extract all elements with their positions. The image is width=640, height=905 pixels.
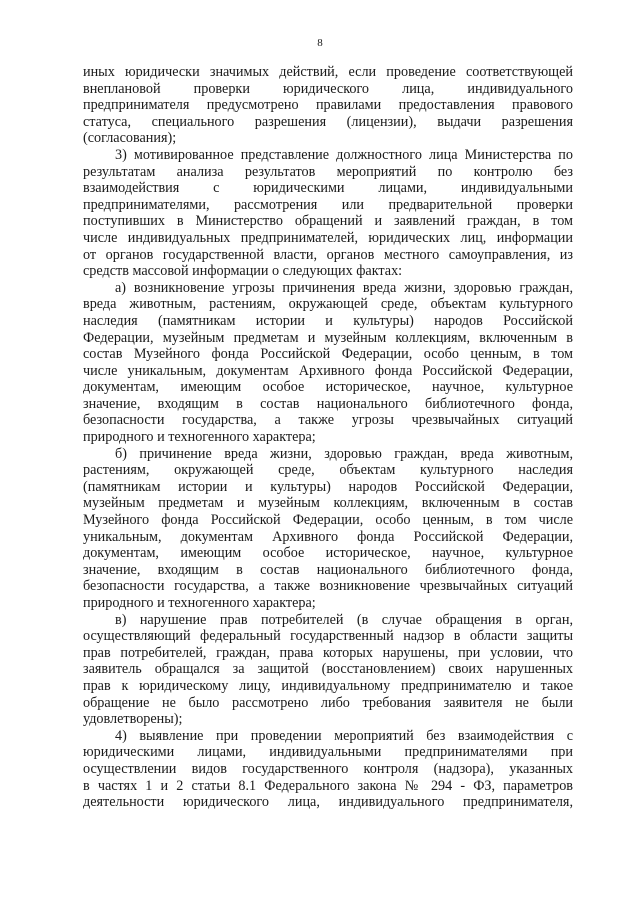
text-line: документам, имеющим особое историческое, научное, культурное: [83, 379, 573, 396]
text-line: числе индивидуальных предпринимателей, юридических лиц, информации: [83, 229, 573, 246]
paragraph-item-3: [83, 147, 573, 280]
text-line: осуществлении видов государственного контроля (надзора), указанных: [83, 760, 573, 777]
text-line: результатам анализа результатов мероприятий по контролю без: [83, 163, 573, 180]
text-line: прав к юридическому лицу, индивидуальному предпринимателю и такое: [83, 677, 573, 694]
page-number: 8: [317, 37, 323, 49]
text-line: музейным предметам и музейным коллекциям, включенным в состав: [83, 495, 573, 512]
text-line: значение, входящим в состав национального библиотечного фонда,: [83, 395, 573, 412]
text-line: обращение не было рассмотрено либо требования заявителя не были: [83, 694, 573, 711]
text-line: удовлетворены);: [83, 711, 183, 728]
text-line: природного и техногенного характера;: [83, 595, 316, 611]
text-line: статуса, специального разрешения (лицензии), выдачи разрешения: [83, 113, 573, 130]
text-line: внеплановой проверки юридического лица, индивидуального: [83, 80, 573, 97]
text-line: 4) выявление при проведении мероприятий без взаимодействия с: [115, 727, 573, 744]
text-line: заявитель обращался за защитой (восстановлением) своих нарушенных: [83, 661, 573, 678]
text-line: поступивших в Министерство обращений и заявлений граждан, в том: [83, 213, 573, 230]
paragraph-subitem-v: [83, 612, 573, 728]
text-line: наследия (памятникам истории и культуры) народов Российской: [83, 312, 573, 329]
text-line: предпринимателя предусмотрено правилами предоставления правового: [83, 97, 573, 114]
text-line: Федерации, музейным предметам и музейным коллекциям, включенным в: [83, 329, 573, 346]
text-line: иных юридически значимых действий, если проведение соответствующей: [83, 64, 573, 80]
text-line: документам, имеющим особое историческое, научное, культурное: [83, 545, 573, 562]
text-line: от органов государственной власти, органов местного самоуправления, из: [83, 246, 573, 263]
paragraph-subitem-b: [83, 446, 573, 612]
document-body: [83, 64, 573, 811]
text-line: безопасности государства, а также угрозы чрезвычайных ситуаций: [83, 412, 573, 429]
text-line: прав потребителей, граждан, права которых нарушены, при условии, что: [83, 644, 573, 661]
text-line: состав Музейного фонда Российской Федерации, особо ценным, в том: [83, 346, 573, 363]
text-line: б) причинение вреда жизни, здоровью граждан, вреда животным,: [115, 445, 573, 462]
text-line: (памятникам истории и культуры) народов Российской Федерации,: [83, 478, 573, 495]
text-line: осуществляющий федеральный государственный надзор в области защиты: [83, 628, 573, 645]
text-line: (согласования);: [83, 130, 177, 147]
text-line: деятельности юридического лица, индивидуального предпринимателя,: [83, 794, 573, 811]
text-line: юридическими лицами, индивидуальными предпринимателями при: [83, 744, 573, 761]
text-line: природного и техногенного характера;: [83, 429, 316, 446]
text-line: предпринимателями, рассмотрения или предварительной проверки: [83, 196, 573, 213]
text-line: средств массовой информации о следующих фактах:: [83, 263, 403, 280]
text-line: а) возникновение угрозы причинения вреда жизни, здоровью граждан,: [115, 279, 573, 296]
paragraph-subitem-a: [83, 280, 573, 446]
paragraph-item-4: [83, 728, 573, 811]
text-line: вреда животным, растениям, окружающей среде, объектам культурного: [83, 296, 573, 313]
text-line: безопасности государства, а также возникновение чрезвычайных ситуаций: [83, 578, 573, 595]
text-line: значение, входящим в состав национального библиотечного фонда,: [83, 561, 573, 578]
text-line: растениям, окружающей среде, объектам культурного наследия: [83, 462, 573, 479]
text-line: уникальным, документам Архивного фонда Российской Федерации,: [83, 528, 573, 545]
text-line: Музейного фонда Российской Федерации, особо ценным, в том числе: [83, 512, 573, 529]
text-line: в частях 1 и 2 статьи 8.1 Федерального закона № 294 - ФЗ, параметров: [83, 777, 573, 794]
text-line: 3) мотивированное представление должностного лица Министерства по: [115, 146, 573, 163]
paragraph-continuation: [83, 64, 573, 147]
text-line: взаимодействия с юридическими лицами, индивидуальными: [83, 180, 573, 197]
text-line: в) нарушение прав потребителей (в случае обращения в орган,: [115, 611, 573, 628]
text-line: числе уникальным, документам Архивного фонда Российской Федерации,: [83, 362, 573, 379]
